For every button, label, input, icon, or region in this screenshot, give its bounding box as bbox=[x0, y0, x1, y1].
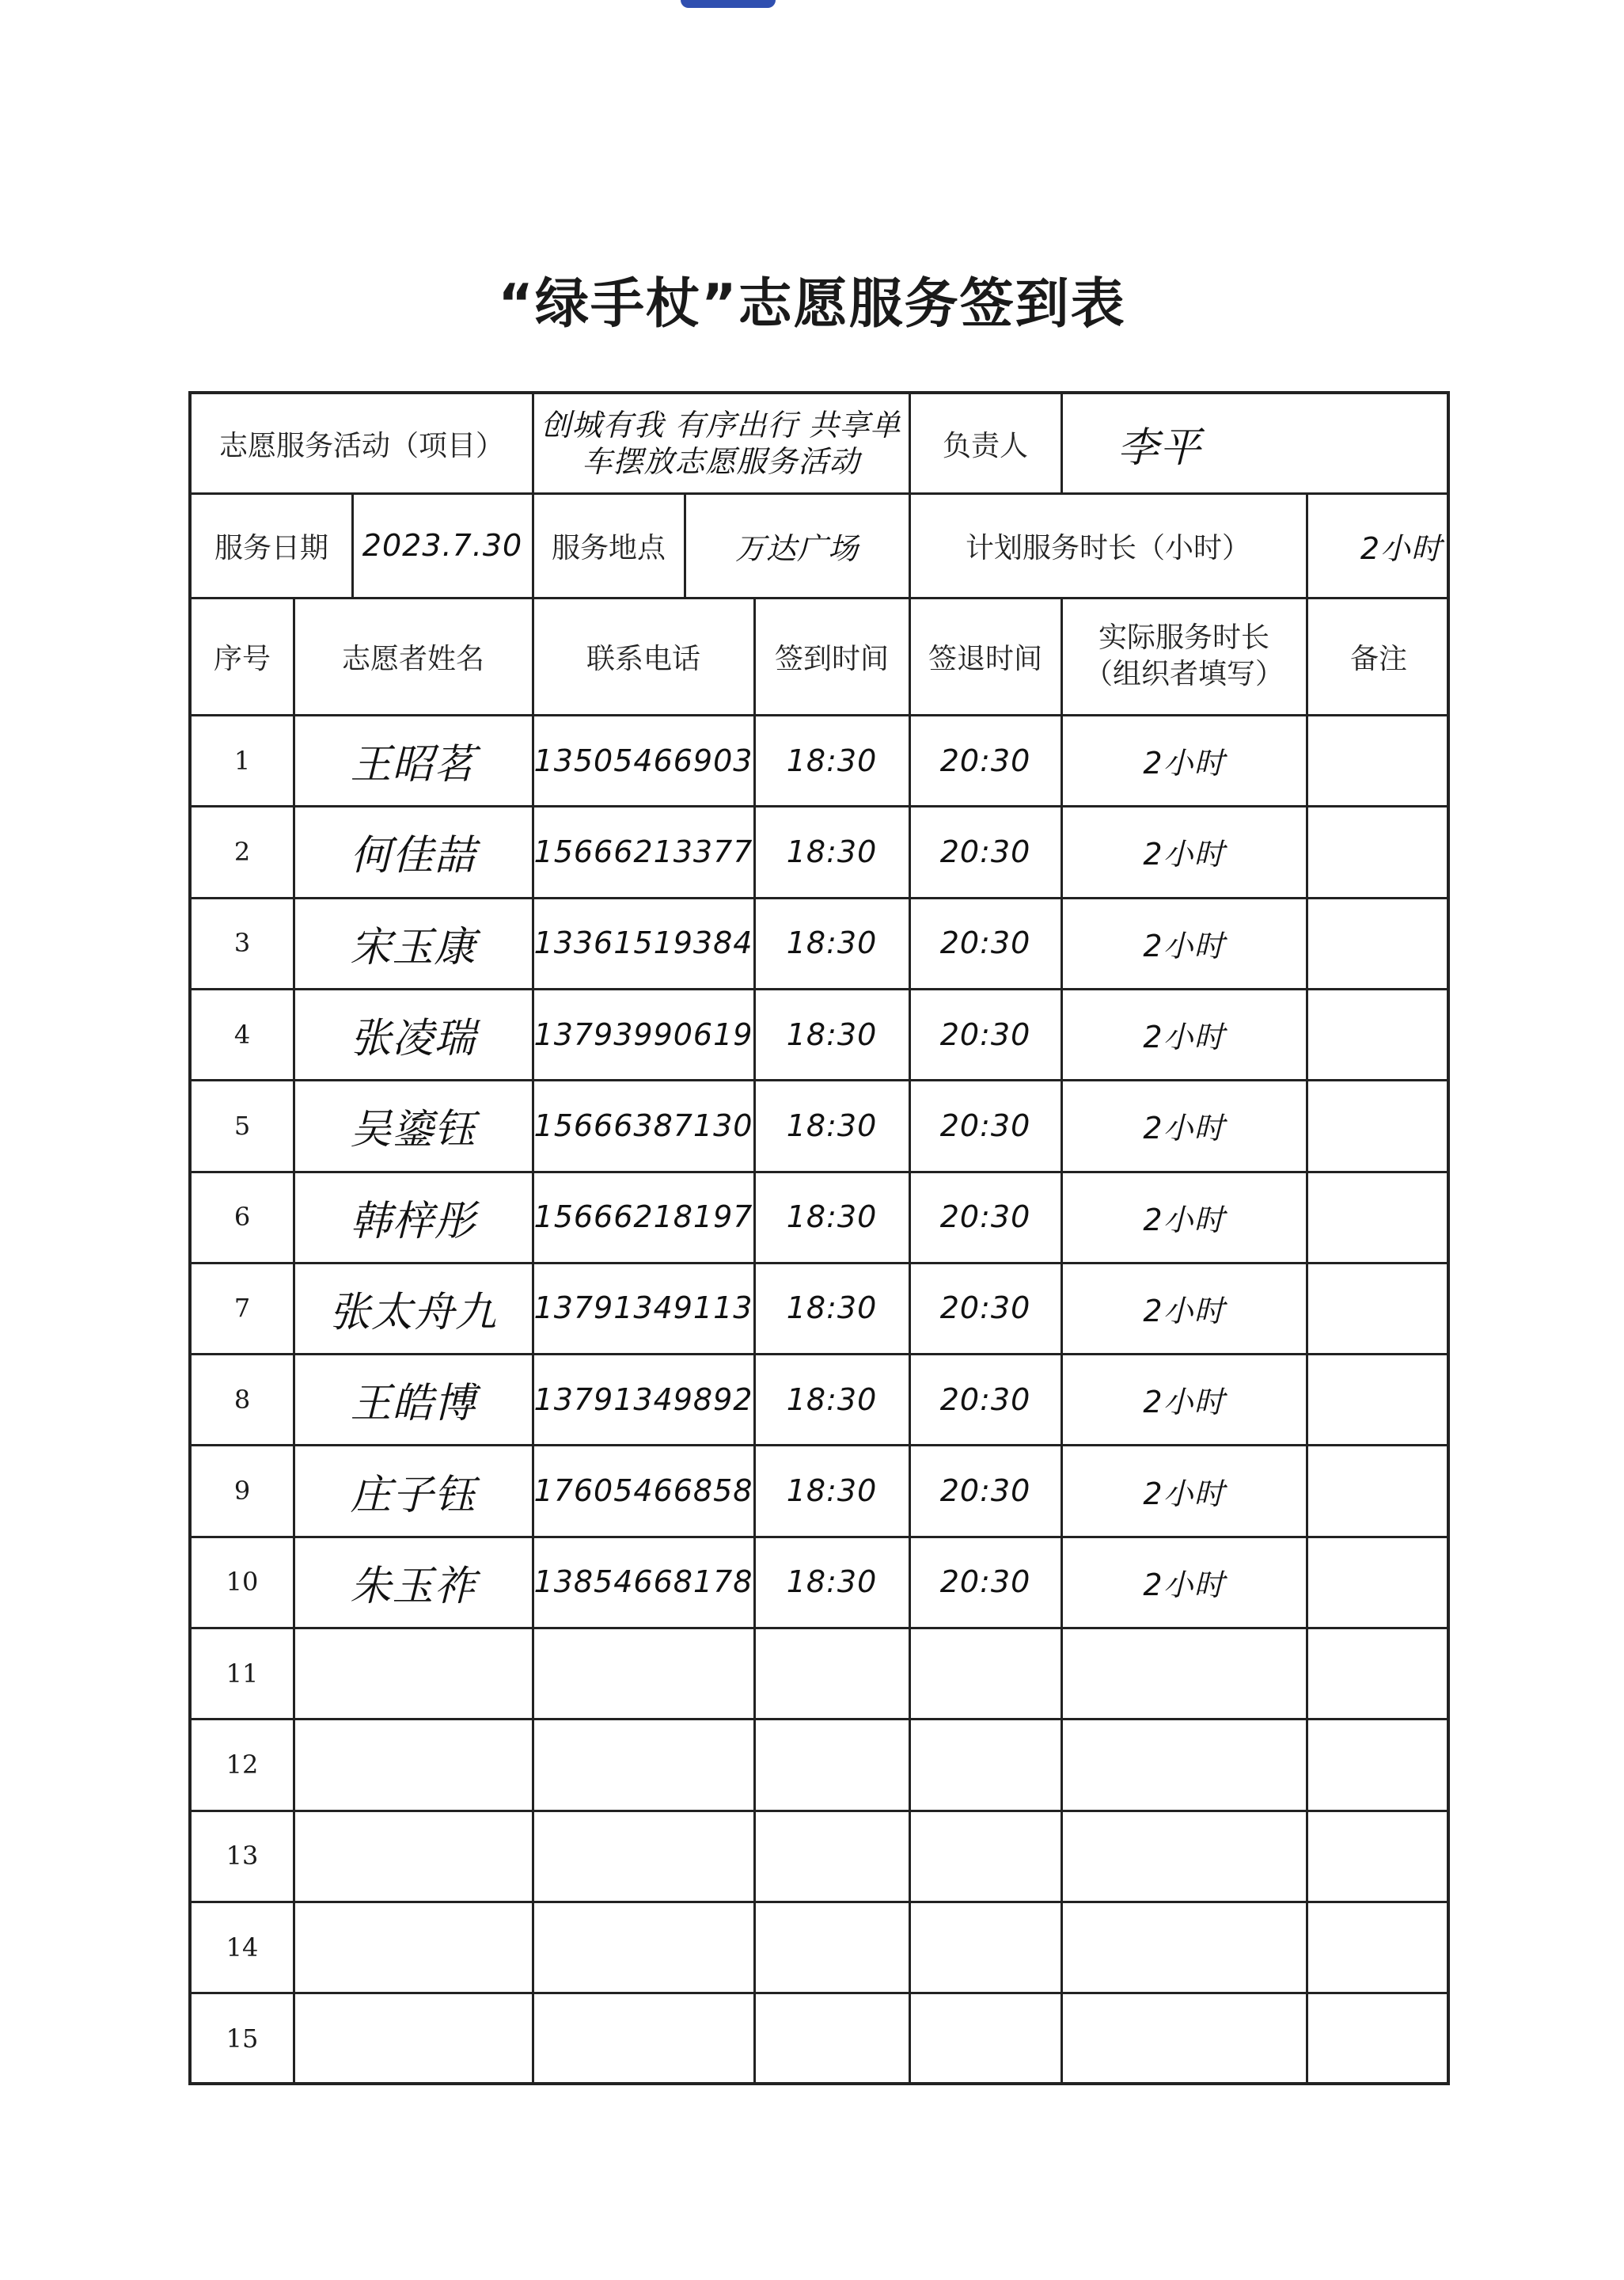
column-sign-out: 签退时间 bbox=[928, 642, 1042, 675]
cell-phone bbox=[533, 1720, 753, 1809]
cell-phone bbox=[533, 1993, 753, 2083]
grid-line-horizontal bbox=[192, 988, 1447, 990]
grid-line-vertical bbox=[909, 492, 911, 597]
cell-seq: 1 bbox=[233, 745, 251, 776]
column-actual-hours-line2: （组织者填写） bbox=[1083, 658, 1284, 690]
cell-hours: 2小时 bbox=[1143, 1567, 1225, 1602]
cell-hours: 2小时 bbox=[1143, 1385, 1225, 1420]
cell-hours: 2小时 bbox=[1143, 1202, 1225, 1237]
cell-sign-in: 18:30 bbox=[786, 743, 878, 778]
planned-value: 2小时 bbox=[1360, 530, 1442, 566]
grid-line-horizontal bbox=[192, 1992, 1447, 1994]
leader-label: 负责人 bbox=[942, 429, 1028, 462]
column-actual-hours-line1: 实际服务时长 bbox=[1098, 621, 1269, 654]
activity-value: 创城有我 有序出行 共享单车摆放志愿服务活动 bbox=[541, 408, 901, 479]
sign-in-table bbox=[188, 391, 1450, 2085]
cell-name: 张凌瑞 bbox=[350, 1015, 476, 1063]
cell-remark bbox=[1307, 1811, 1450, 1901]
cell-sign-out bbox=[910, 1720, 1061, 1809]
grid-line-horizontal bbox=[192, 492, 1447, 495]
cell-phone: 17605466858 bbox=[533, 1473, 753, 1509]
column-sign-in: 签到时间 bbox=[774, 642, 889, 675]
cell-sign-out: 20:30 bbox=[939, 1016, 1031, 1052]
cell-seq: 6 bbox=[233, 1202, 251, 1233]
cell-phone: 15666218197 bbox=[533, 1199, 753, 1235]
grid-line-horizontal bbox=[192, 1353, 1447, 1355]
grid-line-vertical bbox=[351, 492, 354, 597]
cell-sign-out: 20:30 bbox=[939, 1564, 1031, 1600]
grid-line-horizontal bbox=[192, 1262, 1447, 1264]
grid-line-vertical bbox=[909, 597, 911, 2082]
cell-name: 张太舟九 bbox=[328, 1288, 497, 1336]
cell-phone: 13791349892 bbox=[533, 1381, 753, 1417]
cell-sign-out: 20:30 bbox=[939, 1199, 1031, 1235]
grid-line-horizontal bbox=[192, 1627, 1447, 1629]
cell-sign-out: 20:30 bbox=[939, 1290, 1031, 1326]
column-actual-hours bbox=[1062, 598, 1306, 714]
cell-name: 朱玉祚 bbox=[350, 1562, 476, 1610]
cell-sign-in: 18:30 bbox=[786, 1473, 878, 1509]
grid-line-vertical bbox=[909, 394, 911, 492]
cell-seq: 5 bbox=[233, 1110, 251, 1141]
cell-name: 何佳喆 bbox=[350, 832, 476, 880]
cell-remark bbox=[1307, 1628, 1450, 1718]
cell-remark bbox=[1307, 807, 1450, 896]
cell-sign-out: 20:30 bbox=[939, 834, 1031, 869]
cell-name: 宋玉康 bbox=[350, 923, 476, 971]
planned-label: 计划服务时长（小时） bbox=[965, 531, 1250, 564]
grid-line-vertical bbox=[1061, 597, 1063, 2082]
cell-seq: 10 bbox=[226, 1567, 259, 1598]
grid-line-horizontal bbox=[192, 1718, 1447, 1720]
top-edge-mark bbox=[681, 0, 776, 8]
grid-line-vertical bbox=[532, 492, 534, 597]
cell-remark bbox=[1307, 899, 1450, 988]
cell-name: 庄子钰 bbox=[350, 1471, 476, 1519]
cell-remark bbox=[1307, 716, 1450, 805]
grid-line-vertical bbox=[1306, 597, 1308, 2082]
cell-seq: 3 bbox=[233, 928, 251, 959]
grid-line-horizontal bbox=[192, 1079, 1447, 1081]
cell-phone: 15666387130 bbox=[533, 1108, 753, 1143]
cell-sign-in: 18:30 bbox=[786, 1108, 878, 1143]
cell-sign-in: 18:30 bbox=[786, 834, 878, 869]
cell-sign-out bbox=[910, 1628, 1061, 1718]
grid-line-vertical bbox=[684, 492, 686, 597]
cell-hours: 2小时 bbox=[1143, 746, 1225, 781]
cell-remark bbox=[1307, 1172, 1450, 1262]
grid-line-vertical bbox=[753, 597, 756, 2082]
grid-line-horizontal bbox=[192, 805, 1447, 808]
cell-sign-in: 18:30 bbox=[786, 1564, 878, 1600]
date-value: 2023.7.30 bbox=[362, 528, 523, 563]
cell-seq: 13 bbox=[226, 1841, 259, 1872]
cell-phone: 13361519384 bbox=[533, 925, 753, 961]
cell-name bbox=[294, 1811, 532, 1901]
grid-line-vertical bbox=[1061, 394, 1063, 492]
cell-sign-in bbox=[755, 1628, 909, 1718]
column-name: 志愿者姓名 bbox=[341, 642, 484, 675]
cell-phone: 13854668178 bbox=[533, 1564, 753, 1600]
cell-seq: 8 bbox=[233, 1384, 251, 1415]
cell-name: 王昭茗 bbox=[350, 741, 476, 789]
grid-line-vertical bbox=[532, 597, 534, 2082]
cell-phone: 13505466903 bbox=[533, 743, 753, 778]
cell-remark bbox=[1307, 1264, 1450, 1353]
cell-sign-in: 18:30 bbox=[786, 1290, 878, 1326]
cell-hours bbox=[1062, 1720, 1306, 1809]
cell-phone bbox=[533, 1811, 753, 1901]
grid-line-horizontal bbox=[192, 897, 1447, 899]
column-phone: 联系电话 bbox=[586, 642, 700, 675]
cell-hours: 2小时 bbox=[1143, 837, 1225, 872]
cell-hours: 2小时 bbox=[1143, 1476, 1225, 1511]
cell-sign-in: 18:30 bbox=[786, 1016, 878, 1052]
cell-phone: 13793990619 bbox=[533, 1016, 753, 1052]
grid-line-horizontal bbox=[192, 1444, 1447, 1446]
cell-sign-out bbox=[910, 1993, 1061, 2083]
place-label: 服务地点 bbox=[551, 531, 666, 564]
cell-hours bbox=[1062, 1902, 1306, 1992]
grid-line-horizontal bbox=[192, 1536, 1447, 1538]
cell-phone bbox=[533, 1902, 753, 1992]
cell-hours: 2小时 bbox=[1143, 928, 1225, 963]
activity-label: 志愿服务活动（项目） bbox=[218, 429, 504, 462]
grid-line-vertical bbox=[1306, 492, 1308, 597]
cell-sign-in: 18:30 bbox=[786, 1199, 878, 1235]
cell-seq: 2 bbox=[233, 836, 251, 867]
cell-sign-out: 20:30 bbox=[939, 925, 1031, 961]
cell-sign-out: 20:30 bbox=[939, 743, 1031, 778]
cell-phone bbox=[533, 1628, 753, 1718]
grid-line-horizontal bbox=[192, 1810, 1447, 1812]
cell-sign-in: 18:30 bbox=[786, 925, 878, 961]
grid-line-horizontal bbox=[192, 597, 1447, 599]
grid-line-vertical bbox=[532, 394, 534, 492]
cell-name: 吴鎏钰 bbox=[350, 1106, 476, 1154]
cell-name: 韩梓彤 bbox=[350, 1197, 476, 1245]
cell-remark bbox=[1307, 1537, 1450, 1627]
cell-remark bbox=[1307, 1902, 1450, 1992]
cell-sign-out bbox=[910, 1902, 1061, 1992]
place-value: 万达广场 bbox=[734, 530, 859, 566]
cell-hours bbox=[1062, 1811, 1306, 1901]
grid-line-vertical bbox=[293, 597, 295, 2082]
cell-phone: 15666213377 bbox=[533, 834, 753, 869]
cell-remark bbox=[1307, 1081, 1450, 1170]
grid-line-horizontal bbox=[192, 1171, 1447, 1173]
cell-phone: 13791349113 bbox=[533, 1290, 753, 1326]
cell-sign-in bbox=[755, 1993, 909, 2083]
cell-name bbox=[294, 1628, 532, 1718]
cell-hours bbox=[1062, 1628, 1306, 1718]
cell-remark bbox=[1307, 990, 1450, 1079]
cell-seq: 14 bbox=[226, 1932, 259, 1963]
cell-sign-out bbox=[910, 1811, 1061, 1901]
cell-name: 王皓博 bbox=[350, 1380, 476, 1428]
cell-seq: 11 bbox=[226, 1658, 259, 1689]
cell-seq: 12 bbox=[226, 1749, 259, 1780]
cell-name bbox=[294, 1720, 532, 1809]
column-seq: 序号 bbox=[213, 642, 271, 675]
page-title: “绿手杖”志愿服务签到表 bbox=[498, 273, 1126, 336]
cell-sign-out: 20:30 bbox=[939, 1381, 1031, 1417]
cell-hours bbox=[1062, 1993, 1306, 2083]
cell-hours: 2小时 bbox=[1143, 1293, 1225, 1328]
date-label: 服务日期 bbox=[214, 531, 328, 564]
cell-seq: 15 bbox=[226, 2023, 259, 2054]
grid-line-horizontal bbox=[192, 1901, 1447, 1903]
cell-name bbox=[294, 1902, 532, 1992]
column-remark: 备注 bbox=[1349, 642, 1407, 675]
cell-sign-in: 18:30 bbox=[786, 1381, 878, 1417]
cell-remark bbox=[1307, 1993, 1450, 2083]
grid-line-horizontal bbox=[192, 714, 1447, 716]
cell-remark bbox=[1307, 1355, 1450, 1444]
cell-sign-in bbox=[755, 1902, 909, 1992]
cell-hours: 2小时 bbox=[1143, 1111, 1225, 1146]
cell-remark bbox=[1307, 1446, 1450, 1535]
cell-sign-in bbox=[755, 1720, 909, 1809]
cell-sign-out: 20:30 bbox=[939, 1473, 1031, 1509]
cell-remark bbox=[1307, 1720, 1450, 1809]
cell-seq: 9 bbox=[233, 1476, 251, 1507]
cell-seq: 4 bbox=[233, 1019, 251, 1050]
cell-name bbox=[294, 1993, 532, 2083]
cell-sign-in bbox=[755, 1811, 909, 1901]
cell-seq: 7 bbox=[233, 1293, 251, 1324]
cell-hours: 2小时 bbox=[1143, 1020, 1225, 1055]
leader-value: 李平 bbox=[1117, 424, 1202, 472]
cell-sign-out: 20:30 bbox=[939, 1108, 1031, 1143]
